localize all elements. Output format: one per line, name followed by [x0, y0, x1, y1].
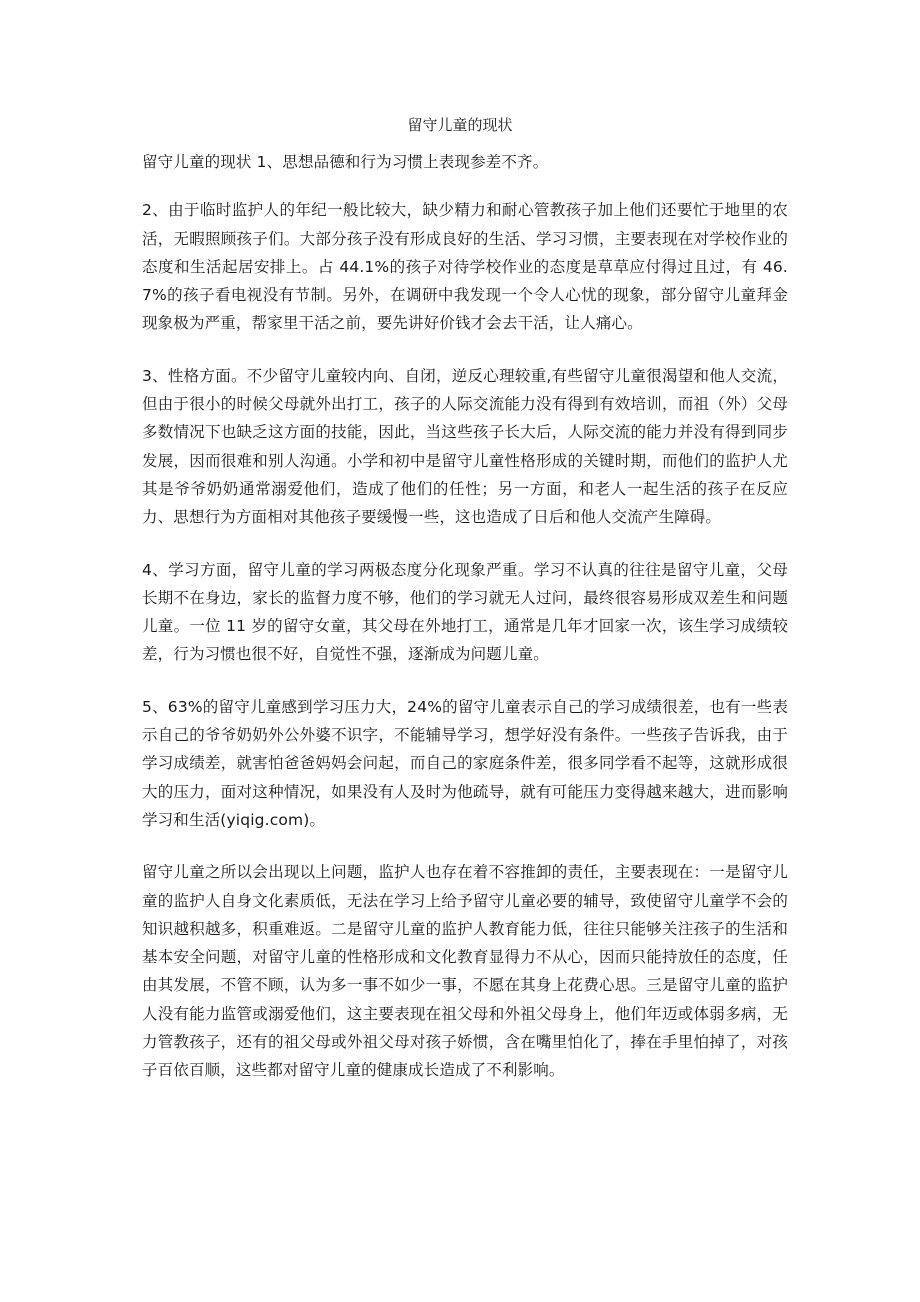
paragraph-5: 5、63%的留守儿童感到学习压力大，24%的留守儿童表示自己的学习成绩很差，也有一些表示自己的爷爷奶奶外公外婆不识字，不能辅导学习，想学好没有条件。一些孩子告诉我，由于学习成绩差，就害怕爸爸妈妈会问起，而自己的家庭条件差，很多同学看不起等，这就形成很大的压力，面对这种情况，如果没有人及时为他疏导，就有可能压力变得越来越大，进而影响学习和生活(yiqig.com)。 [142, 697, 788, 829]
paragraph-conclusion: 留守儿童之所以会出现以上问题，监护人也存在着不容推卸的责任，主要表现在：一是留守儿童的监护人自身文化素质低，无法在学习上给予留守儿童必要的辅导，致使留守儿童学不会的知识越积越多，积重难返。二是留守儿童的监护人教育能力低，往往只能够关注孩子的生活和基本安全问题，对留守儿童的性格形成和文化教育显得力不从心，因而只能持放任的态度，任由其发展，不管不顾，认为多一事不如少一事，不愿在其身上花费心思。三是留守儿童的监护人没有能力监管或溺爱他们，这主要表现在祖父母和外祖父母身上，他们年迈或体弱多病，无力管教孩子，还有的祖父母或外祖父母对孩子娇惯，含在嘴里怕化了，捧在手里怕掉了，对孩子百依百顺，这些都对留守儿童的健康成长造成了不利影响。 [142, 863, 788, 1080]
paragraph-2: 2、由于临时监护人的年纪一般比较大，缺少精力和耐心管教孩子加上他们还要忙于地里的农活，无暇照顾孩子们。大部分孩子没有形成良好的生活、学习习惯，主要表现在对学校作业的态度和生活起居安排上。占 44.1%的孩子对待学校作业的态度是草草应付得过且过，有 46.7%的孩子看电视没有节制。另外，在调研中我发现一个令人心忧的现象，部分留守儿童拜金现象极为严重，帮家里干活之前，要先讲好价钱才会去干活，让人痛心。 [142, 201, 788, 333]
document-title: 留守儿童的现状 [407, 116, 513, 134]
paragraph-intro: 留守儿童的现状 1、思想品德和行为习惯上表现参差不齐。 [142, 153, 549, 171]
paragraph-4: 4、学习方面，留守儿童的学习两极态度分化现象严重。学习不认真的往往是留守儿童，父母长期不在身边，家长的监督力度不够，他们的学习就无人过问，最终很容易形成双差生和问题儿童。一位 11 岁的留守女童，其父母在外地打工，通常是几年才回家一次，该生学习成绩较差，行为习惯也很不好，自觉性不强，逐渐成为问题儿童。 [142, 560, 788, 664]
document-body [142, 148, 788, 1109]
paragraph-3: 3、性格方面。不少留守儿童较内向、自闭，逆反心理较重,有些留守儿童很渴望和他人交流，但由于很小的时候父母就外出打工，孩子的人际交流能力没有得到有效培训，而祖（外）父母多数情况下也缺乏这方面的技能，因此，当这些孩子长大后，人际交流的能力并没有得到同步发展，因而很难和别人沟通。小学和初中是留守儿童性格形成的关键时期，而他们的监护人尤其是爷爷奶奶通常溺爱他们，造成了他们的任性；另一方面，和老人一起生活的孩子在反应力、思想行为方面相对其他孩子要缓慢一些，这也造成了日后和他人交流产生障碍。 [142, 366, 788, 527]
